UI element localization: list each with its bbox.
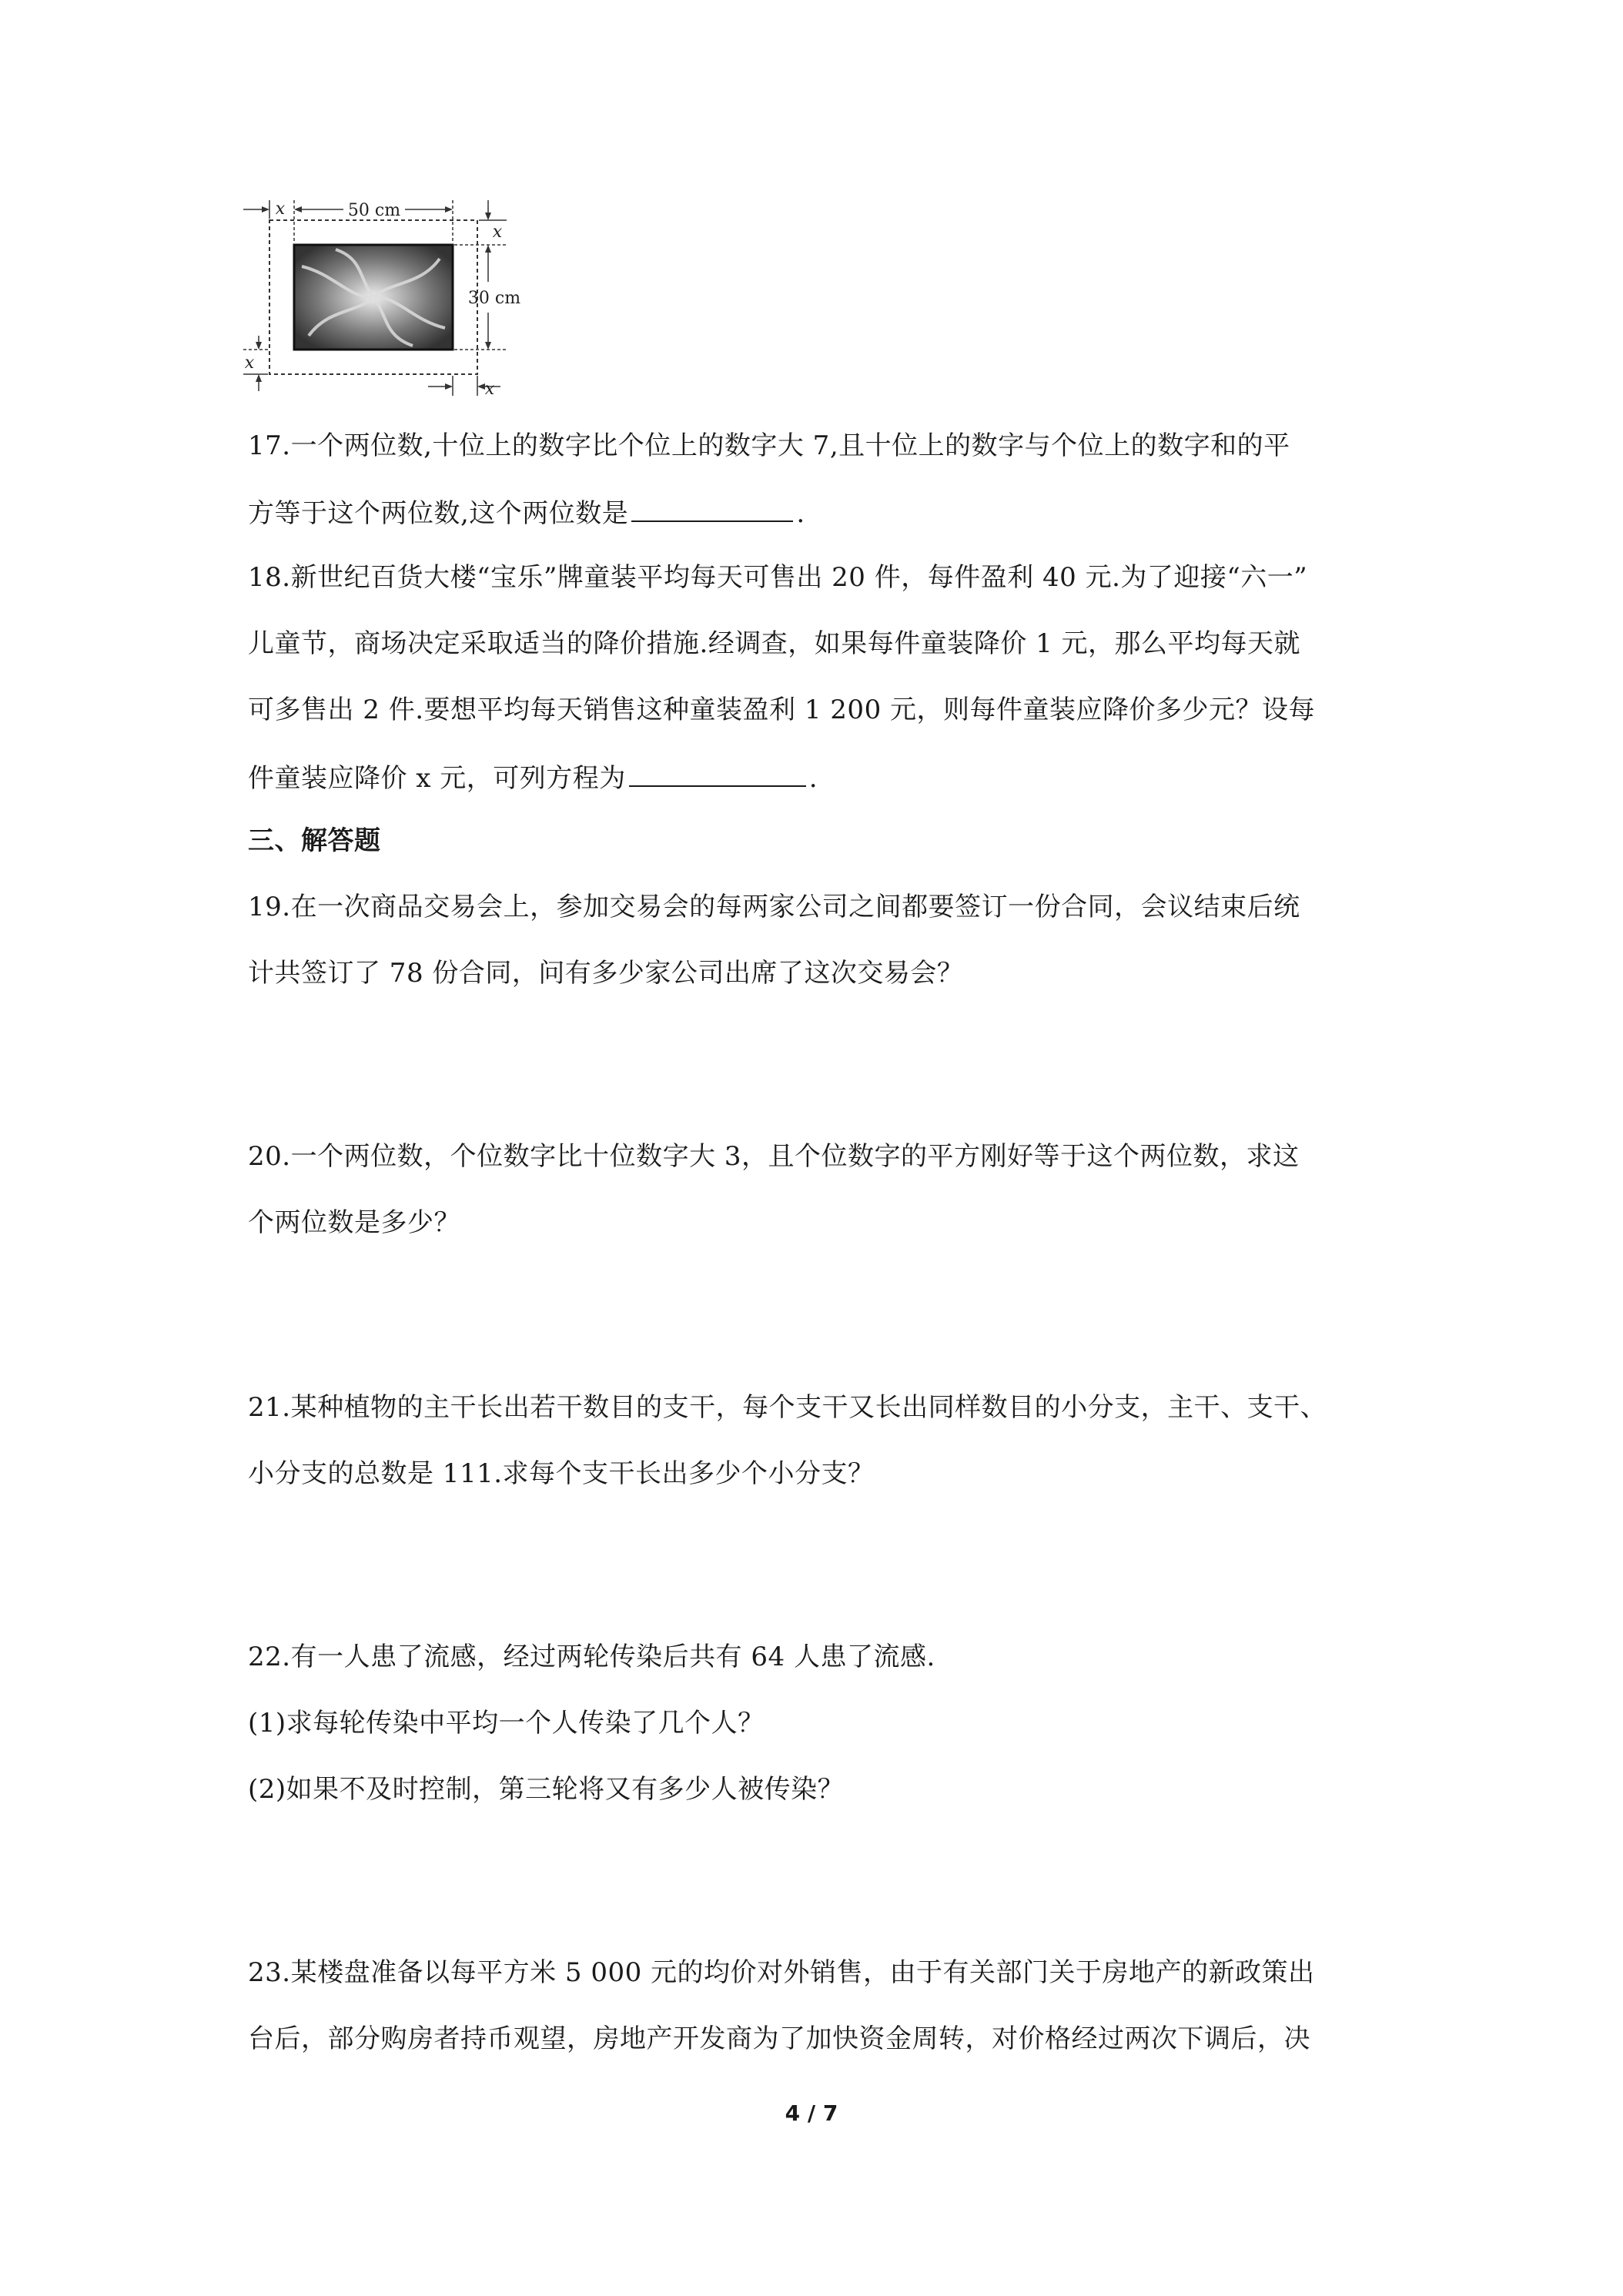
q21-line1: 21.某种植物的主干长出若干数目的支干，每个支干又长出同样数目的小分支，主干、支干、	[248, 1392, 1327, 1423]
x-label-bottom-right: x	[484, 380, 495, 399]
q18-line4	[248, 758, 1387, 797]
q18-answer-blank[interactable]	[629, 758, 806, 787]
q19-line2: 计共签订了 78 份合同，问有多少家公司出席了这次交易会？	[248, 958, 964, 989]
q17-period: .	[796, 498, 805, 529]
q20-line1: 20.一个两位数，个位数字比十位数字大 3，且个位数字的平方刚好等于这个两位数，求这	[248, 1141, 1300, 1172]
q17-text: 方等于这个两位数,这个两位数是	[248, 498, 629, 529]
q23-line1: 23.某楼盘准备以每平方米 5 000 元的均价对外销售，由于有关部门关于房地产的新政策出	[248, 1957, 1315, 1988]
q18-period: .	[808, 763, 818, 794]
x-label-top-left: x	[275, 199, 286, 219]
x-label-top-right: x	[492, 223, 503, 242]
x-label-bottom-left: x	[244, 353, 255, 373]
q20-line2: 个两位数是多少？	[248, 1207, 460, 1238]
frame-figure	[243, 197, 521, 399]
page-number: 4 / 7	[785, 2100, 838, 2126]
q17-answer-blank[interactable]	[631, 493, 793, 522]
q18-line2: 儿童节，商场决定采取适当的降价措施.经调查，如果每件童装降价 1 元，那么平均每天就	[248, 628, 1301, 659]
q18-line3: 可多售出 2 件.要想平均每天销售这种童装盈利 1 200 元，则每件童装应降价多少元？设每	[248, 694, 1316, 725]
q19-line1: 19.在一次商品交易会上，参加交易会的每两家公司之间都要签订一份合同，会议结束后统	[248, 892, 1300, 922]
width-label: 50 cm	[347, 201, 401, 220]
height-label: 30 cm	[467, 289, 521, 308]
q17-line1: 17.一个两位数,十位上的数字比个位上的数字大 7,且十位上的数字与个位上的数字和的平	[248, 430, 1290, 461]
q22-line1: 22.有一人患了流感，经过两轮传染后共有 64 人患了流感.	[248, 1642, 935, 1672]
q18-text: 件童装应降价 x 元，可列方程为	[248, 763, 626, 794]
q17-line2	[248, 493, 1387, 532]
q21-line2: 小分支的总数是 111.求每个支干长出多少个小分支？	[248, 1458, 875, 1489]
q22-line3: (2)如果不及时控制，第三轮将又有多少人被传染？	[248, 1774, 845, 1805]
q23-line2: 台后，部分购房者持币观望，房地产开发商为了加快资金周转，对价格经过两次下调后，决	[248, 2023, 1310, 2054]
q18-line1: 18.新世纪百货大楼“宝乐”牌童装平均每天可售出 20 件，每件盈利 40 元.为了迎接“六一”	[248, 562, 1308, 593]
section-heading: 三、解答题	[248, 825, 381, 856]
q22-line2: (1)求每轮传染中平均一个人传染了几个人？	[248, 1708, 765, 1739]
